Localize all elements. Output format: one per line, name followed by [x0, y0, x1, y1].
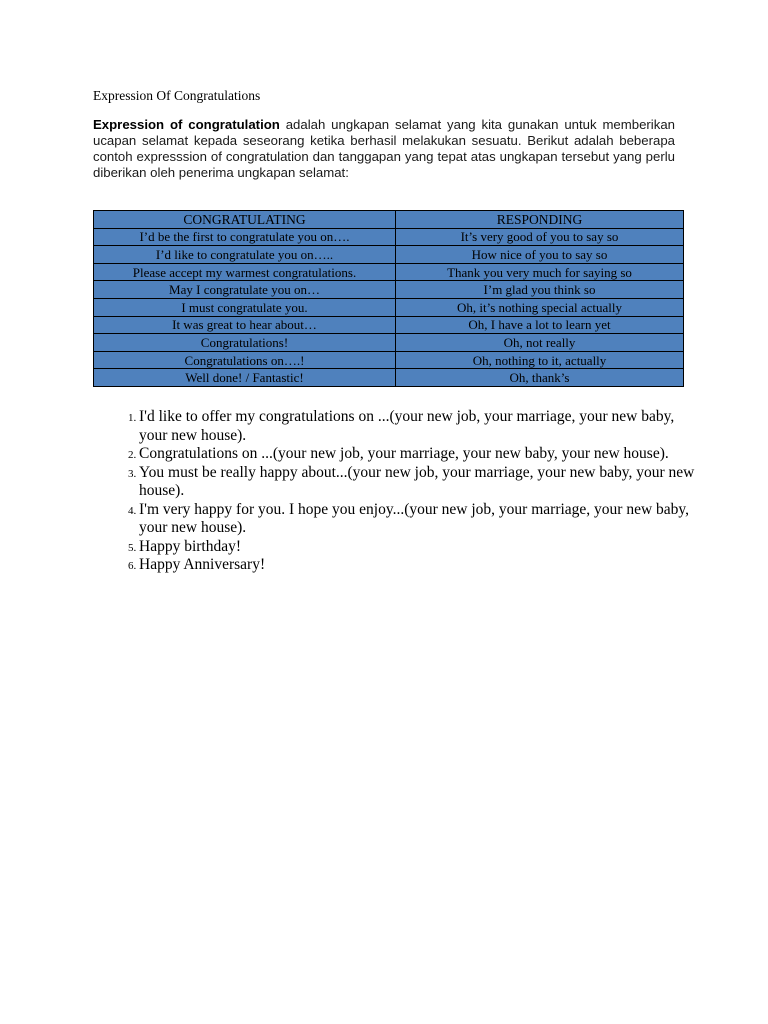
responding-cell: Oh, not really [396, 334, 684, 352]
congratulating-cell: May I congratulate you on… [94, 281, 396, 299]
header-congratulating: CONGRATULATING [94, 211, 396, 229]
list-item: 6. Happy Anniversary! [139, 556, 699, 575]
list-item: 2. Congratulations on ...(your new job, your marriage, your new baby, your new house). [139, 445, 699, 464]
table-row [94, 246, 684, 264]
expressions-table [93, 210, 684, 387]
responding-cell: Oh, it’s nothing special actually [396, 298, 684, 316]
responding-cell: I’m glad you think so [396, 281, 684, 299]
intro-paragraph [93, 117, 675, 181]
list-item: 1. I'd like to offer my congratulations on ...(your new job, your marriage, your new baby, your new house). [139, 408, 699, 445]
table-row [94, 369, 684, 387]
table-row [94, 263, 684, 281]
congratulating-cell: I’d be the first to congratulate you on…. [94, 228, 396, 246]
congratulating-cell: Congratulations on….! [94, 351, 396, 369]
table-row [94, 316, 684, 334]
examples-list [93, 408, 699, 575]
responding-cell: It’s very good of you to say so [396, 228, 684, 246]
document-title: Expression Of Congratulations [93, 88, 261, 103]
intro-text: adalah ungkapan selamat yang kita gunakan untuk memberikan ucapan selamat kepada seseorang ketika berhasil melakukan sesuatu. Berikut adalah beberapa contoh expresssion of congratulation dan tanggapan yang tepat atas ungkapan tersebut yang perlu diberikan oleh penerima ungkapan selamat: [93, 117, 676, 180]
responding-cell: How nice of you to say so [396, 246, 684, 264]
congratulating-cell: I’d like to congratulate you on….. [94, 246, 396, 264]
congratulating-cell: Please accept my warmest congratulations. [94, 263, 396, 281]
table-row [94, 228, 684, 246]
congratulating-cell: I must congratulate you. [94, 298, 396, 316]
responding-cell: Oh, thank’s [396, 369, 684, 387]
responding-cell: Oh, nothing to it, actually [396, 351, 684, 369]
list-item: 5. Happy birthday! [139, 538, 699, 557]
table-row [94, 351, 684, 369]
congratulating-cell: Congratulations! [94, 334, 396, 352]
table-row [94, 281, 684, 299]
responding-cell: Thank you very much for saying so [396, 263, 684, 281]
responding-cell: Oh, I have a lot to learn yet [396, 316, 684, 334]
list-item: 4. I'm very happy for you. I hope you enjoy...(your new job, your marriage, your new baby, your new house). [139, 501, 699, 538]
header-responding: RESPONDING [396, 211, 684, 229]
table-row [94, 334, 684, 352]
congratulating-cell: Well done! / Fantastic! [94, 369, 396, 387]
table-row [94, 298, 684, 316]
intro-lead: Expression of congratulation [93, 117, 280, 132]
table-header-row [94, 211, 684, 229]
congratulating-cell: It was great to hear about… [94, 316, 396, 334]
list-item: 3. You must be really happy about...(your new job, your marriage, your new baby, your new house). [139, 464, 699, 501]
